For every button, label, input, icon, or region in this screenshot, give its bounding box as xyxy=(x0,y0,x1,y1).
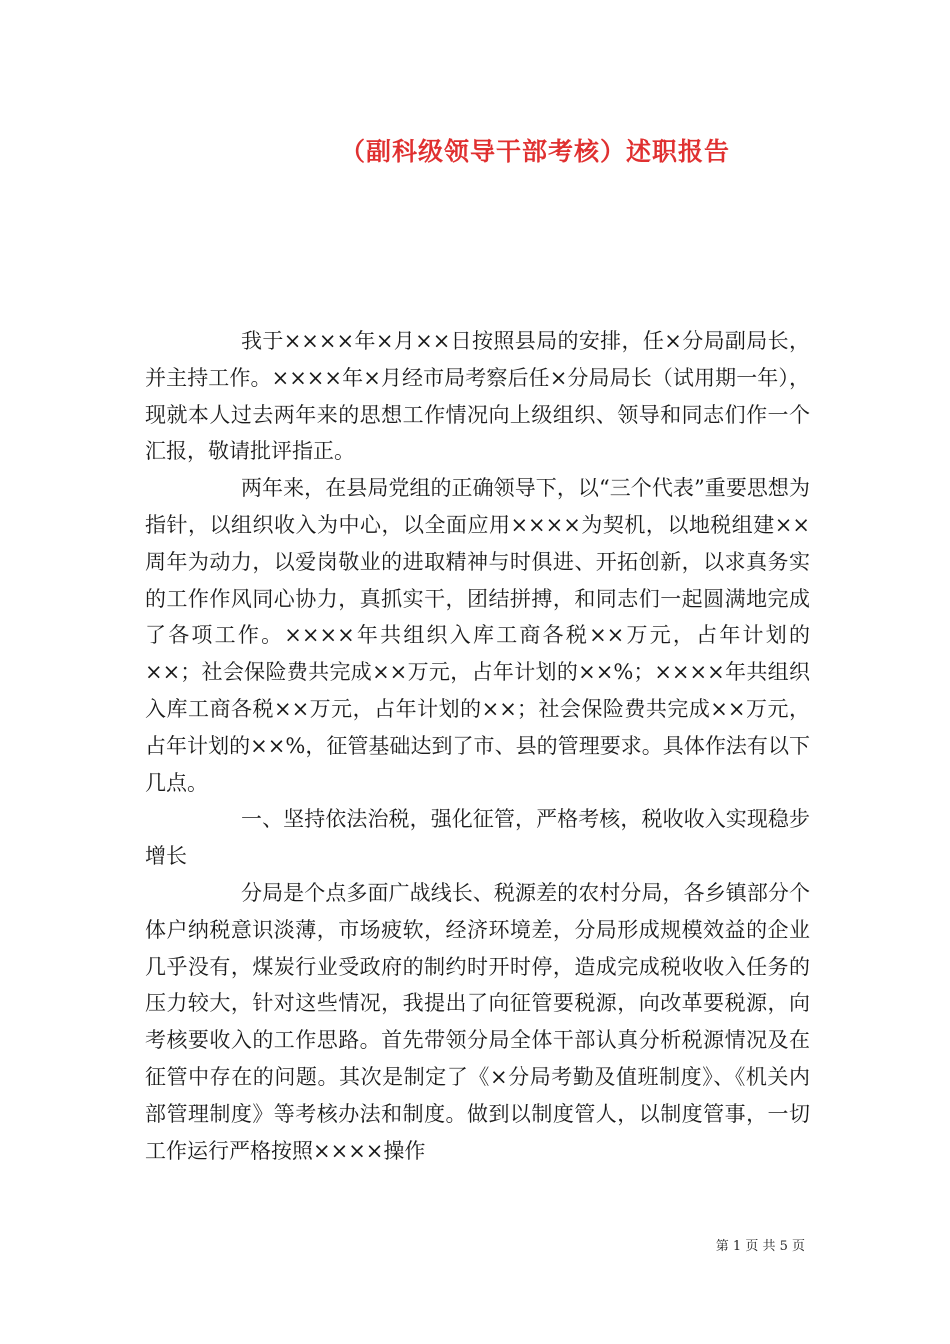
document-body xyxy=(145,323,810,1169)
page-number: 第 1 页 共 5 页 xyxy=(715,1239,805,1254)
paragraph-intro: 我于××××年×月××日按照县局的安排，任×分局副局长，并主持工作。××××年×月经市局考察后任×分局局长（试用期一年），现就本人过去两年来的思想工作情况向上级组织、领导和同志们作一个汇报，敬请批评指正。 xyxy=(145,329,810,464)
section-heading-1: 一、坚持依法治税，强化征管，严格考核，税收收入实现稳步增长 xyxy=(145,807,810,869)
paragraph-section-1: 分局是个点多面广战线长、税源差的农村分局，各乡镇部分个体户纳税意识淡薄，市场疲软，经济环境差，分局形成规模效益的企业几乎没有，煤炭行业受政府的制约时开时停，造成完成税收收入任务的压力较大，针对这些情况，我提出了向征管要税源，向改革要税源，向考核要收入的工作思路。首先带领分局全体干部认真分析税源情况及在征管中存在的问题。其次是制定了《×分局考勤及值班制度》、《机关内部管理制度》等考核办法和制度。做到以制度管人，以制度管事，一切工作运行严格按照××××操作 xyxy=(145,880,810,1163)
paragraph-summary: 两年来，在县局党组的正确领导下，以“三个代表”重要思想为指针，以组织收入为中心，以全面应用××××为契机，以地税组建××周年为动力，以爱岗敬业的进取精神与时俱进、开拓创新，以求真务实的工作作风同心协力，真抓实干，团结拼搏，和同志们一起圆满地完成了各项工作。××××年共组织入库工商各税××万元，占年计划的××；社会保险费共完成××万元，占年计划的××%；××××年共组织入库工商各税××万元，占年计划的××；社会保险费共完成××万元，占年计划的××%，征管基础达到了市、县的管理要求。具体作法有以下几点。 xyxy=(145,476,810,795)
document-title: （副科级领导干部考核）述职报告 xyxy=(339,137,730,166)
